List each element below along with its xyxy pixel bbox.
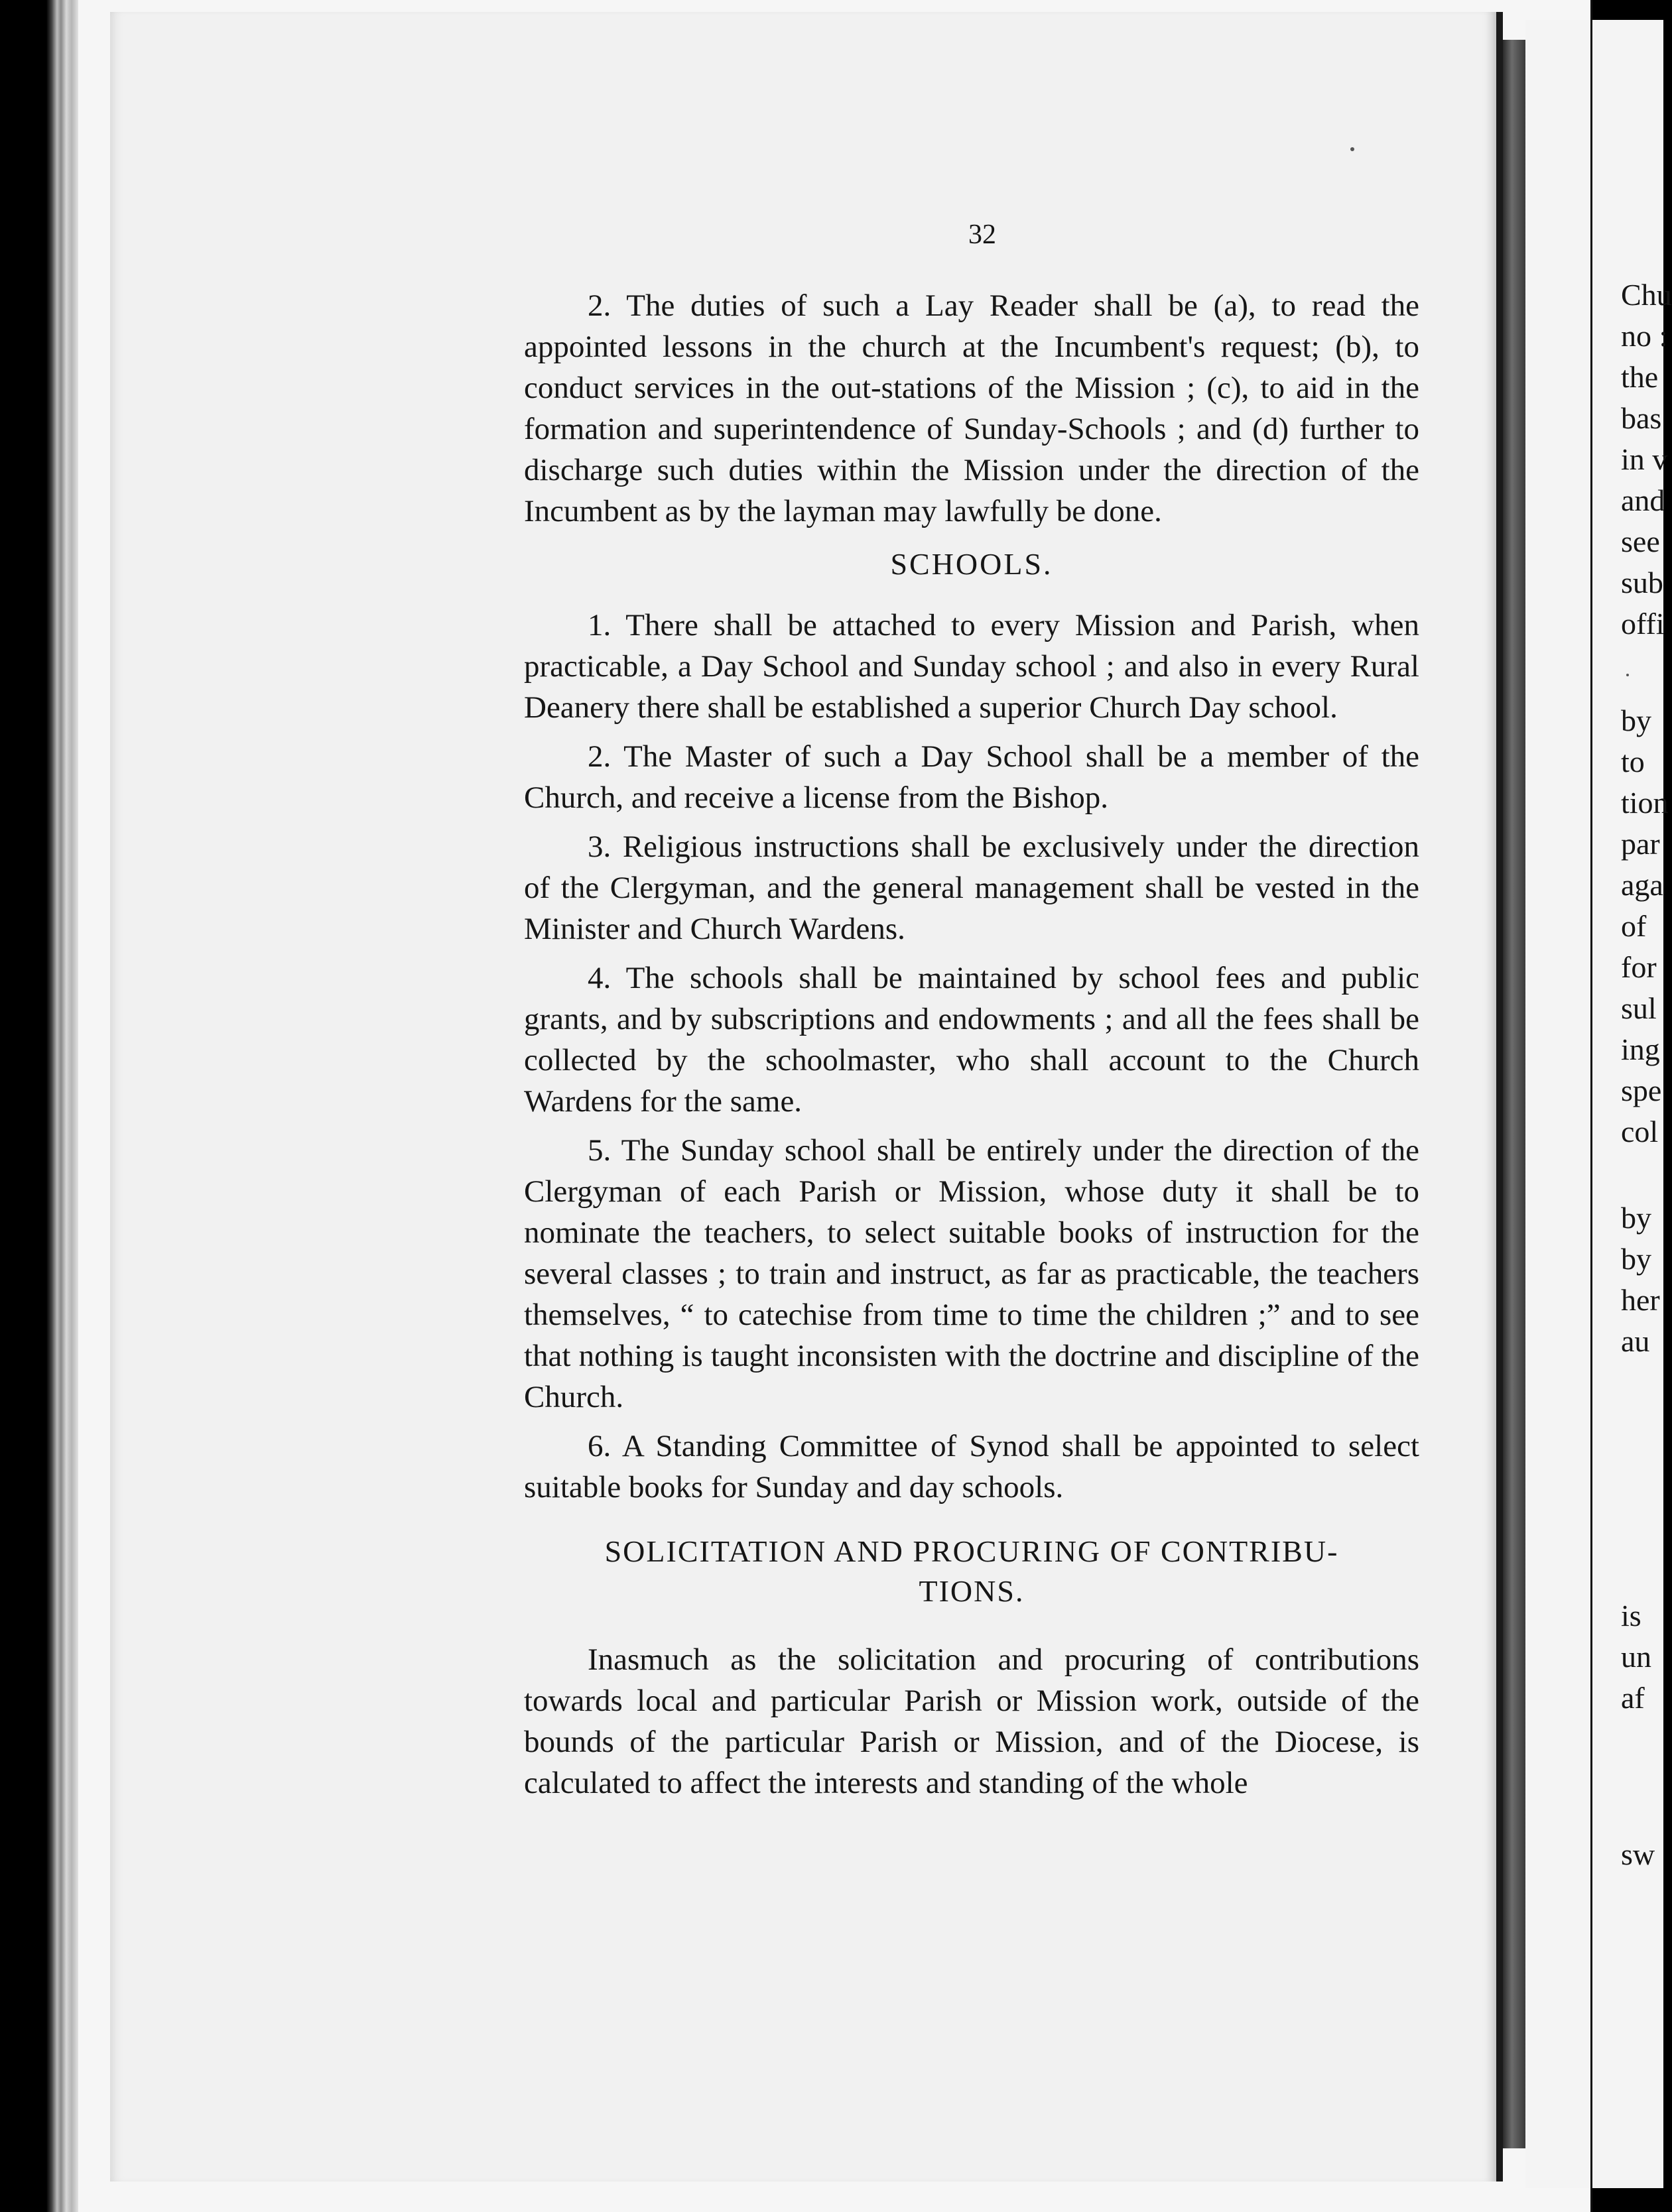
schools-paragraph-2: 2. The Master of such a Day School shall be a member of the Church, and receive a license from the Bishop. [524,739,1419,815]
facing-page-line: sub [1621,566,1663,599]
facing-page-line: offi [1621,607,1665,641]
solicitation-paragraph: Inasmuch as the solicitation and procuring of contributions towards local and particular Parish or Mission work, outside of the bounds of the particular Parish or Mission, and of the Diocese, is calculated to affect the interests and standing of the whole [524,1642,1419,1800]
facing-page-line: in v [1621,442,1668,476]
schools-paragraph-3: 3. Religious instructions shall be exclusively under the direction of the Clergyman, and the general management shall be vested in the Minister and Church Wardens. [524,830,1419,946]
facing-page-line: no : [1621,319,1668,353]
facing-page-line: and [1621,483,1665,517]
facing-page-line: ing [1621,1032,1660,1066]
schools-paragraph-5: 5. The Sunday school shall be entirely under the direction of the Clergyman of each Parish or Mission, whose duty it shall be to nominate the teachers, to select suitable books of instruction for the several classes ; to train and instruct, as far as practicable, the teachers themselves, “ to catechise from time to time the children ;” and to see that nothing is taught inconsisten with the doctrine and discipline of the Church. [524,1133,1419,1414]
solicitation-heading [524,1532,1419,1611]
facing-page-line: of [1621,909,1647,943]
page-body [524,285,1419,1812]
solicitation-heading-line-2: TIONS. [919,1574,1025,1608]
facing-page-line: au [1621,1324,1650,1358]
facing-page-line: af [1621,1681,1645,1715]
facing-page-line: by [1621,1242,1651,1276]
lay-reader-duties-paragraph: 2. The duties of such a Lay Reader shall be (a), to read the appointed lessons in the church at the Incumbent's request; (b), to conduct services in the out-stations of the Mission ; (c), to aid in the formation and superintendence of Sunday-Schools ; and (d) further to discharge such duties within the Mission under the direction of the Incumbent as by the layman may lawfully be done. [524,288,1419,528]
scan-left-edge [0,0,78,2212]
solicitation-heading-line-1: SOLICITATION AND PROCURING OF CONTRIBU- [604,1534,1339,1568]
facing-page-line: by [1621,1201,1651,1235]
facing-page-line: sul [1621,991,1657,1025]
facing-page-line: for [1621,950,1657,984]
book-gutter [1503,40,1525,2148]
facing-page-line: tion [1621,786,1669,820]
facing-page-line: her [1621,1283,1660,1317]
page-number: 32 [968,219,996,250]
facing-page-line: bas [1621,401,1662,435]
facing-page-line: Chu [1621,278,1672,312]
facing-page-line: see [1621,524,1660,558]
facing-page-line: par [1621,827,1660,861]
schools-paragraph-1: 1. There shall be attached to every Mission and Parish, when practicable, a Day School and Sunday school ; and also in every Rural Deanery there shall be established a superior Church Day school. [524,608,1419,725]
facing-page-line: to [1621,745,1645,778]
facing-page-line: un [1621,1640,1651,1674]
scan-speck [1626,674,1629,676]
scan-speck [1350,147,1354,151]
facing-page-line: by [1621,704,1651,737]
facing-page-line: col [1621,1115,1659,1148]
facing-page-line: the [1621,360,1659,394]
schools-paragraph-6: 6. A Standing Committee of Synod shall be appointed to select suitable books for Sunday and day schools. [524,1429,1419,1505]
schools-heading: SCHOOLS. [890,547,1053,581]
facing-page-line: sw [1621,1837,1655,1871]
schools-paragraph-4: 4. The schools shall be maintained by school fees and public grants, and by subscriptions and endowments ; and all the fees shall be collected by the schoolmaster, who shall account to the Church Wardens for the same. [524,961,1419,1119]
facing-page-line: aga [1621,868,1663,902]
facing-page-line: spe [1621,1074,1662,1107]
facing-page-line: is [1621,1599,1641,1632]
